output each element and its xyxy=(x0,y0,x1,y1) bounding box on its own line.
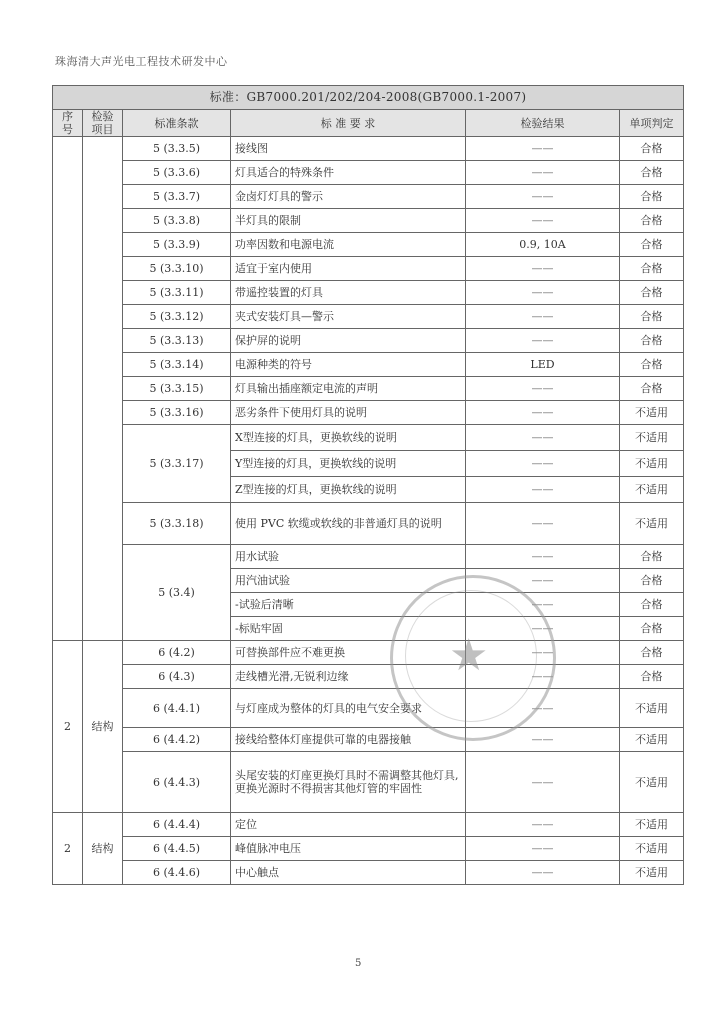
table-row xyxy=(53,305,684,329)
table-row xyxy=(53,137,684,161)
requirement-cell: 中心触点 xyxy=(231,861,466,885)
requirement-cell: 接线给整体灯座提供可靠的电器接触 xyxy=(231,728,466,752)
table-row xyxy=(53,545,684,569)
result-cell: —— xyxy=(466,503,620,545)
requirement-cell: 恶劣条件下使用灯具的说明 xyxy=(231,401,466,425)
clause-cell: 6 (4.4.3) xyxy=(123,752,231,813)
result-cell: —— xyxy=(466,477,620,503)
verdict-cell: 合格 xyxy=(620,569,684,593)
verdict-cell: 不适用 xyxy=(620,689,684,728)
clause-cell: 6 (4.4.6) xyxy=(123,861,231,885)
verdict-cell: 合格 xyxy=(620,329,684,353)
verdict-cell: 不适用 xyxy=(620,752,684,813)
clause-cell: 5 (3.3.14) xyxy=(123,353,231,377)
verdict-cell: 合格 xyxy=(620,377,684,401)
standard-row xyxy=(53,86,684,110)
clause-cell: 5 (3.3.18) xyxy=(123,503,231,545)
result-cell: —— xyxy=(466,377,620,401)
clause-cell: 6 (4.4.1) xyxy=(123,689,231,728)
requirement-cell: X型连接的灯具，更换软线的说明 xyxy=(231,425,466,451)
result-cell: —— xyxy=(466,545,620,569)
col-header-verdict: 单项判定 xyxy=(620,110,684,137)
requirement-cell: -试验后清晰 xyxy=(231,593,466,617)
clause-cell: 6 (4.2) xyxy=(123,641,231,665)
clause-cell: 5 (3.3.17) xyxy=(123,425,231,503)
result-cell: —— xyxy=(466,665,620,689)
col-header-requirement: 标 准 要 求 xyxy=(231,110,466,137)
requirement-cell: 电源种类的符号 xyxy=(231,353,466,377)
verdict-cell: 合格 xyxy=(620,617,684,641)
result-cell: LED xyxy=(466,353,620,377)
requirement-cell: 灯具适合的特殊条件 xyxy=(231,161,466,185)
item-cell: 结构 xyxy=(83,641,123,813)
table-row xyxy=(53,641,684,665)
table-row xyxy=(53,401,684,425)
document-header: 珠海清大声光电工程技术研发中心 xyxy=(55,55,228,68)
clause-cell: 5 (3.3.8) xyxy=(123,209,231,233)
requirement-cell: Y型连接的灯具，更换软线的说明 xyxy=(231,451,466,477)
star-icon: ★ xyxy=(449,630,489,681)
table-row xyxy=(53,161,684,185)
verdict-cell: 不适用 xyxy=(620,837,684,861)
clause-cell: 5 (3.3.12) xyxy=(123,305,231,329)
clause-cell: 6 (4.4.4) xyxy=(123,813,231,837)
result-cell: —— xyxy=(466,593,620,617)
verdict-cell: 不适用 xyxy=(620,401,684,425)
requirement-cell: 使用 PVC 软缆或软线的非普通灯具的说明 xyxy=(231,503,466,545)
clause-cell: 6 (4.3) xyxy=(123,665,231,689)
table-row xyxy=(53,728,684,752)
verdict-cell: 不适用 xyxy=(620,451,684,477)
requirement-cell: 功率因数和电源电流 xyxy=(231,233,466,257)
verdict-cell: 不适用 xyxy=(620,503,684,545)
requirement-cell: 定位 xyxy=(231,813,466,837)
table-row xyxy=(53,425,684,451)
result-cell: —— xyxy=(466,281,620,305)
requirement-cell: 金卤灯灯具的警示 xyxy=(231,185,466,209)
page-number: 5 xyxy=(355,958,362,969)
verdict-cell: 不适用 xyxy=(620,813,684,837)
result-cell: —— xyxy=(466,728,620,752)
seq-cell: 2 xyxy=(53,641,83,813)
requirement-cell: 可替换部件应不难更换 xyxy=(231,641,466,665)
clause-cell: 5 (3.3.16) xyxy=(123,401,231,425)
result-cell: —— xyxy=(466,161,620,185)
requirement-cell: Z型连接的灯具，更换软线的说明 xyxy=(231,477,466,503)
result-cell: —— xyxy=(466,617,620,641)
result-cell: —— xyxy=(466,305,620,329)
col-header-result: 检验结果 xyxy=(466,110,620,137)
clause-cell: 5 (3.4) xyxy=(123,545,231,641)
col-header-seq: 序号 xyxy=(53,110,83,137)
verdict-cell: 合格 xyxy=(620,185,684,209)
requirement-cell: 适宜于室内使用 xyxy=(231,257,466,281)
requirement-cell: 走线槽光滑,无锐利边缘 xyxy=(231,665,466,689)
verdict-cell: 合格 xyxy=(620,233,684,257)
verdict-cell: 合格 xyxy=(620,353,684,377)
table-row xyxy=(53,752,684,813)
verdict-cell: 不适用 xyxy=(620,425,684,451)
requirement-cell: 接线图 xyxy=(231,137,466,161)
requirement-cell: 半灯具的限制 xyxy=(231,209,466,233)
table-row xyxy=(53,665,684,689)
result-cell: —— xyxy=(466,813,620,837)
requirement-cell: 峰值脉冲电压 xyxy=(231,837,466,861)
clause-cell: 5 (3.3.15) xyxy=(123,377,231,401)
table-row xyxy=(53,233,684,257)
table-row xyxy=(53,257,684,281)
result-cell: —— xyxy=(466,837,620,861)
seq-cell: 2 xyxy=(53,813,83,885)
standard-title: 标准：GB7000.201/202/204-2008(GB7000.1-2007) xyxy=(53,86,684,110)
verdict-cell: 不适用 xyxy=(620,477,684,503)
result-cell: —— xyxy=(466,861,620,885)
result-cell: 0.9, 10A xyxy=(466,233,620,257)
requirement-cell: 用水试验 xyxy=(231,545,466,569)
clause-cell: 5 (3.3.5) xyxy=(123,137,231,161)
verdict-cell: 合格 xyxy=(620,641,684,665)
item-cell xyxy=(83,137,123,641)
requirement-cell: -标贴牢固 xyxy=(231,617,466,641)
table-row xyxy=(53,281,684,305)
table-row xyxy=(53,503,684,545)
clause-cell: 5 (3.3.9) xyxy=(123,233,231,257)
requirement-cell: 与灯座成为整体的灯具的电气安全要求 xyxy=(231,689,466,728)
verdict-cell: 合格 xyxy=(620,209,684,233)
result-cell: —— xyxy=(466,569,620,593)
inspection-table xyxy=(52,85,684,885)
col-header-clause: 标准条款 xyxy=(123,110,231,137)
table-row xyxy=(53,861,684,885)
requirement-cell: 带遥控装置的灯具 xyxy=(231,281,466,305)
result-cell: —— xyxy=(466,641,620,665)
clause-cell: 5 (3.3.7) xyxy=(123,185,231,209)
result-cell: —— xyxy=(466,401,620,425)
clause-cell: 6 (4.4.5) xyxy=(123,837,231,861)
verdict-cell: 合格 xyxy=(620,281,684,305)
clause-cell: 5 (3.3.10) xyxy=(123,257,231,281)
table-row xyxy=(53,837,684,861)
table-row xyxy=(53,377,684,401)
clause-cell: 6 (4.4.2) xyxy=(123,728,231,752)
result-cell: —— xyxy=(466,329,620,353)
result-cell: —— xyxy=(466,137,620,161)
clause-cell: 5 (3.3.13) xyxy=(123,329,231,353)
result-cell: —— xyxy=(466,257,620,281)
table-row xyxy=(53,689,684,728)
clause-cell: 5 (3.3.11) xyxy=(123,281,231,305)
verdict-cell: 合格 xyxy=(620,137,684,161)
verdict-cell: 不适用 xyxy=(620,728,684,752)
verdict-cell: 不适用 xyxy=(620,861,684,885)
requirement-cell: 头尾安装的灯座更换灯具时不需调整其他灯具,更换光源时不得损害其他灯管的牢固性 xyxy=(231,752,466,813)
item-cell: 结构 xyxy=(83,813,123,885)
clause-cell: 5 (3.3.6) xyxy=(123,161,231,185)
result-cell: —— xyxy=(466,425,620,451)
requirement-cell: 灯具输出插座额定电流的声明 xyxy=(231,377,466,401)
verdict-cell: 合格 xyxy=(620,593,684,617)
result-cell: —— xyxy=(466,752,620,813)
verdict-cell: 合格 xyxy=(620,257,684,281)
verdict-cell: 合格 xyxy=(620,545,684,569)
seq-cell xyxy=(53,137,83,641)
verdict-cell: 合格 xyxy=(620,305,684,329)
table-row xyxy=(53,209,684,233)
result-cell: —— xyxy=(466,451,620,477)
requirement-cell: 保护屏的说明 xyxy=(231,329,466,353)
result-cell: —— xyxy=(466,209,620,233)
table-row xyxy=(53,185,684,209)
result-cell: —— xyxy=(466,185,620,209)
table-row xyxy=(53,329,684,353)
verdict-cell: 合格 xyxy=(620,161,684,185)
requirement-cell: 夹式安装灯具—警示 xyxy=(231,305,466,329)
result-cell: —— xyxy=(466,689,620,728)
table-row xyxy=(53,813,684,837)
col-header-item: 检验项目 xyxy=(83,110,123,137)
header-row xyxy=(53,110,684,137)
requirement-cell: 用汽油试验 xyxy=(231,569,466,593)
verdict-cell: 合格 xyxy=(620,665,684,689)
table-row xyxy=(53,353,684,377)
